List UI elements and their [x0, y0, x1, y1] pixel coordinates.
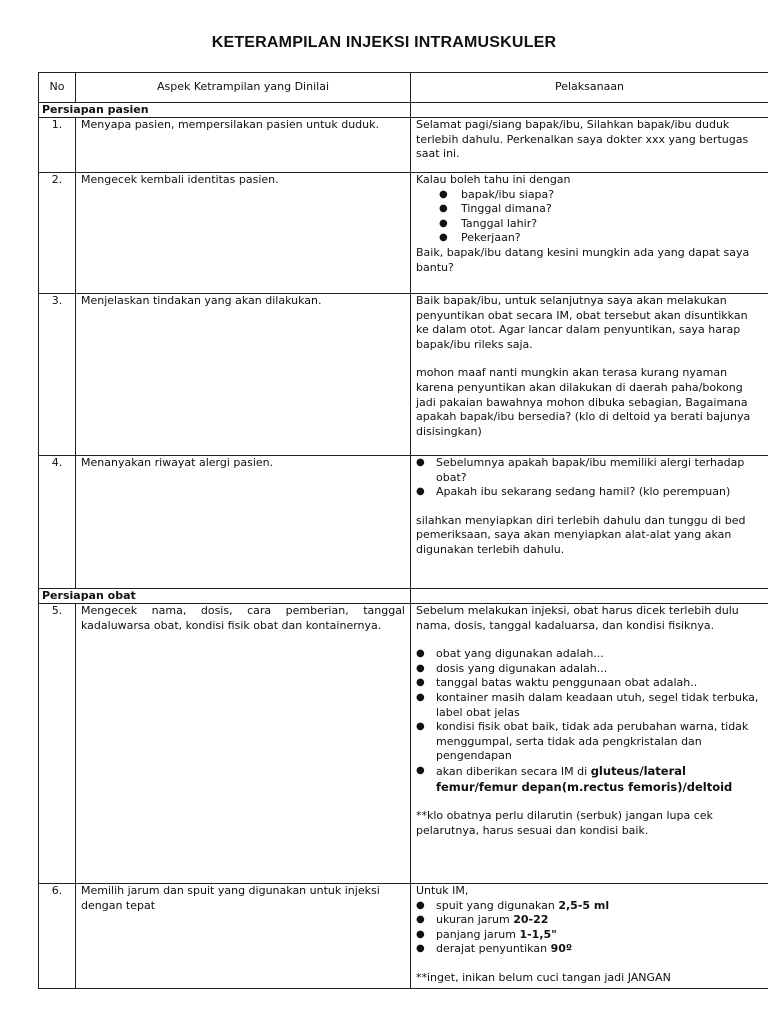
- pelaksanaan-closing: silahkan menyiapkan diri terlebih dahulu dan tunggu di bed pemeriksaan, saya akan menyiapkan alat-alat yang akan digunakan terlebih dahulu.: [416, 513, 746, 556]
- list-item: [416, 456, 763, 485]
- bullet-icon: ●: [439, 203, 448, 215]
- row-number: 2.: [39, 173, 76, 294]
- table-row: [39, 604, 768, 884]
- list-item: [416, 913, 763, 928]
- row-number: 4.: [39, 456, 76, 589]
- bullet-icon: ●: [416, 662, 425, 674]
- list-item: [416, 764, 763, 795]
- bullet-icon: ●: [416, 899, 425, 911]
- list-item: [416, 231, 763, 246]
- bullet-icon: ●: [416, 914, 425, 926]
- list-item: [416, 899, 763, 914]
- pelaksanaan-closing: Baik, bapak/ibu datang kesini mungkin ada yang dapat saya bantu?: [416, 245, 750, 274]
- spec-label: panjang jarum: [436, 927, 520, 941]
- pelaksanaan-note: **klo obatnya perlu dilarutin (serbuk) jangan lupa cek pelarutnya, harus sesuai dan kondisi baik.: [416, 809, 713, 837]
- table-row: [39, 118, 768, 173]
- injection-site-prefix: akan diberikan secara IM di: [436, 764, 591, 778]
- spec-value: 90º: [550, 942, 573, 956]
- aspek-cell: Mengecek nama, dosis, cara pemberian, tanggal kadaluwarsa obat, kondisi fisik obat dan kontainernya.: [76, 604, 411, 884]
- bullet-icon: ●: [416, 648, 425, 660]
- allergy-question-list: [416, 456, 763, 500]
- section-row-pasien: [39, 103, 768, 118]
- list-item: [416, 720, 763, 764]
- bullet-icon: ●: [416, 691, 425, 703]
- list-item: [416, 188, 763, 203]
- bullet-icon: ●: [416, 928, 425, 940]
- row-number: 5.: [39, 604, 76, 884]
- list-item: [416, 485, 763, 500]
- aspek-cell: Menanyakan riwayat alergi pasien.: [76, 456, 411, 589]
- bullet-icon: ●: [416, 764, 425, 776]
- bullet-icon: ●: [439, 217, 448, 229]
- section-empty-cell: [411, 103, 768, 118]
- pelaksanaan-cell: [411, 294, 768, 456]
- pelaksanaan-cell: [411, 118, 768, 173]
- needle-spec-list: [416, 899, 763, 957]
- bullet-icon: ●: [416, 943, 425, 955]
- pelaksanaan-intro: Sebelum melakukan injeksi, obat harus dicek terlebih dulu nama, dosis, tanggal kadaluarsa, dan kondisi fisiknya.: [416, 604, 739, 632]
- list-item-text: Tinggal dimana?: [461, 202, 552, 216]
- list-item-text: Pekerjaan?: [461, 231, 521, 245]
- section-title-obat: Persiapan obat: [39, 589, 411, 604]
- skills-table: [38, 72, 768, 989]
- bullet-icon: ●: [416, 457, 425, 468]
- spec-value: 1-1,5": [519, 927, 557, 941]
- aspek-cell: Menyapa pasien, mempersilakan pasien untuk duduk.: [76, 118, 411, 173]
- header-pelaksanaan: Pelaksanaan: [411, 73, 768, 103]
- pelaksanaan-paragraph-2: mohon maaf nanti mungkin akan terasa kurang nyaman karena penyuntikan akan dilakukan di daerah paha/bokong jadi pakaian bawahnya mohon dibuka sebagian, Bagaimana apakah bapak/ibu bersedia? (klo di deltoid ya berati bajunya disisingkan): [416, 366, 751, 438]
- section-row-obat: [39, 589, 768, 604]
- bullet-icon: ●: [416, 721, 425, 733]
- table-row: [39, 456, 768, 589]
- list-item-text: Tanggal lahir?: [461, 216, 538, 230]
- section-empty-cell: [411, 589, 768, 604]
- table-row: [39, 294, 768, 456]
- table-row: [39, 173, 768, 294]
- row-number: 3.: [39, 294, 76, 456]
- bullet-icon: ●: [439, 232, 448, 244]
- pelaksanaan-cell: [411, 173, 768, 294]
- document-title: KETERAMPILAN INJEKSI INTRAMUSKULER: [211, 34, 557, 51]
- list-item-text: Apakah ibu sekarang sedang hamil? (klo perempuan): [436, 485, 731, 499]
- bullet-icon: ●: [416, 677, 425, 689]
- identity-question-list: [416, 188, 763, 246]
- list-item: [416, 691, 763, 720]
- list-item: [416, 202, 763, 217]
- header-aspek: Aspek Ketrampilan yang Dinilai: [76, 73, 411, 103]
- row-number: 6.: [39, 884, 76, 989]
- spec-value: 20-22: [513, 913, 549, 927]
- pelaksanaan-paragraph-1: Baik bapak/ibu, untuk selanjutnya saya akan melakukan penyuntikan obat secara IM, obat tersebut akan disuntikkan ke dalam otot. Agar lancar dalam penyuntikan, saya harap bapak/ibu rileks saja.: [416, 294, 748, 351]
- aspek-cell: Mengecek kembali identitas pasien.: [76, 173, 411, 294]
- pelaksanaan-cell: [411, 884, 768, 989]
- bullet-icon: ●: [416, 486, 425, 498]
- pelaksanaan-note: **inget, inikan belum cuci tangan jadi JANGAN: [416, 970, 671, 984]
- list-item: [416, 928, 763, 943]
- pelaksanaan-text: Selamat pagi/siang bapak/ibu, Silahkan bapak/ibu duduk terlebih dahulu. Perkenalkan saya dokter xxx yang bertugas saat ini.: [416, 118, 749, 161]
- list-item-text: Sebelumnya apakah bapak/ibu memiliki alergi terhadap obat?: [436, 456, 745, 484]
- pelaksanaan-intro: Untuk IM,: [416, 884, 469, 897]
- list-item-text: obat yang digunakan adalah...: [436, 647, 604, 661]
- spec-label: derajat penyuntikan: [436, 942, 551, 956]
- list-item: [416, 676, 763, 691]
- spec-label: spuit yang digunakan: [436, 898, 559, 912]
- list-item: [416, 647, 763, 662]
- list-item: [416, 942, 763, 957]
- table-header-row: [39, 73, 768, 103]
- section-title-pasien: Persiapan pasien: [39, 103, 411, 118]
- pelaksanaan-intro: Kalau boleh tahu ini dengan: [416, 173, 571, 186]
- list-item: [416, 662, 763, 677]
- list-item-text: dosis yang digunakan adalah...: [436, 661, 608, 675]
- list-item-text: tanggal batas waktu penggunaan obat adalah..: [436, 676, 698, 690]
- aspek-cell: Memilih jarum dan spuit yang digunakan untuk injeksi dengan tepat: [76, 884, 411, 989]
- list-item-text: kontainer masih dalam keadaan utuh, segel tidak terbuka, label obat jelas: [436, 690, 759, 719]
- list-item: [416, 217, 763, 232]
- injection-site-options: gluteus/lateral femur/femur depan(m.rectus femoris)/deltoid: [436, 763, 733, 794]
- aspek-cell: Menjelaskan tindakan yang akan dilakukan.: [76, 294, 411, 456]
- spec-label: ukuran jarum: [436, 913, 514, 927]
- table-row: [39, 884, 768, 989]
- list-item-text: bapak/ibu siapa?: [461, 187, 555, 201]
- bullet-icon: ●: [439, 188, 448, 200]
- pelaksanaan-cell: [411, 604, 768, 884]
- drug-check-list: [416, 647, 763, 795]
- row-number: 1.: [39, 118, 76, 173]
- spec-value: 2,5-5 ml: [558, 898, 610, 912]
- pelaksanaan-cell: [411, 456, 768, 589]
- header-no: No: [39, 73, 76, 103]
- list-item-text: kondisi fisik obat baik, tidak ada perubahan warna, tidak menggumpal, serta tidak ada pengkristalan dan pengendapan: [436, 720, 749, 763]
